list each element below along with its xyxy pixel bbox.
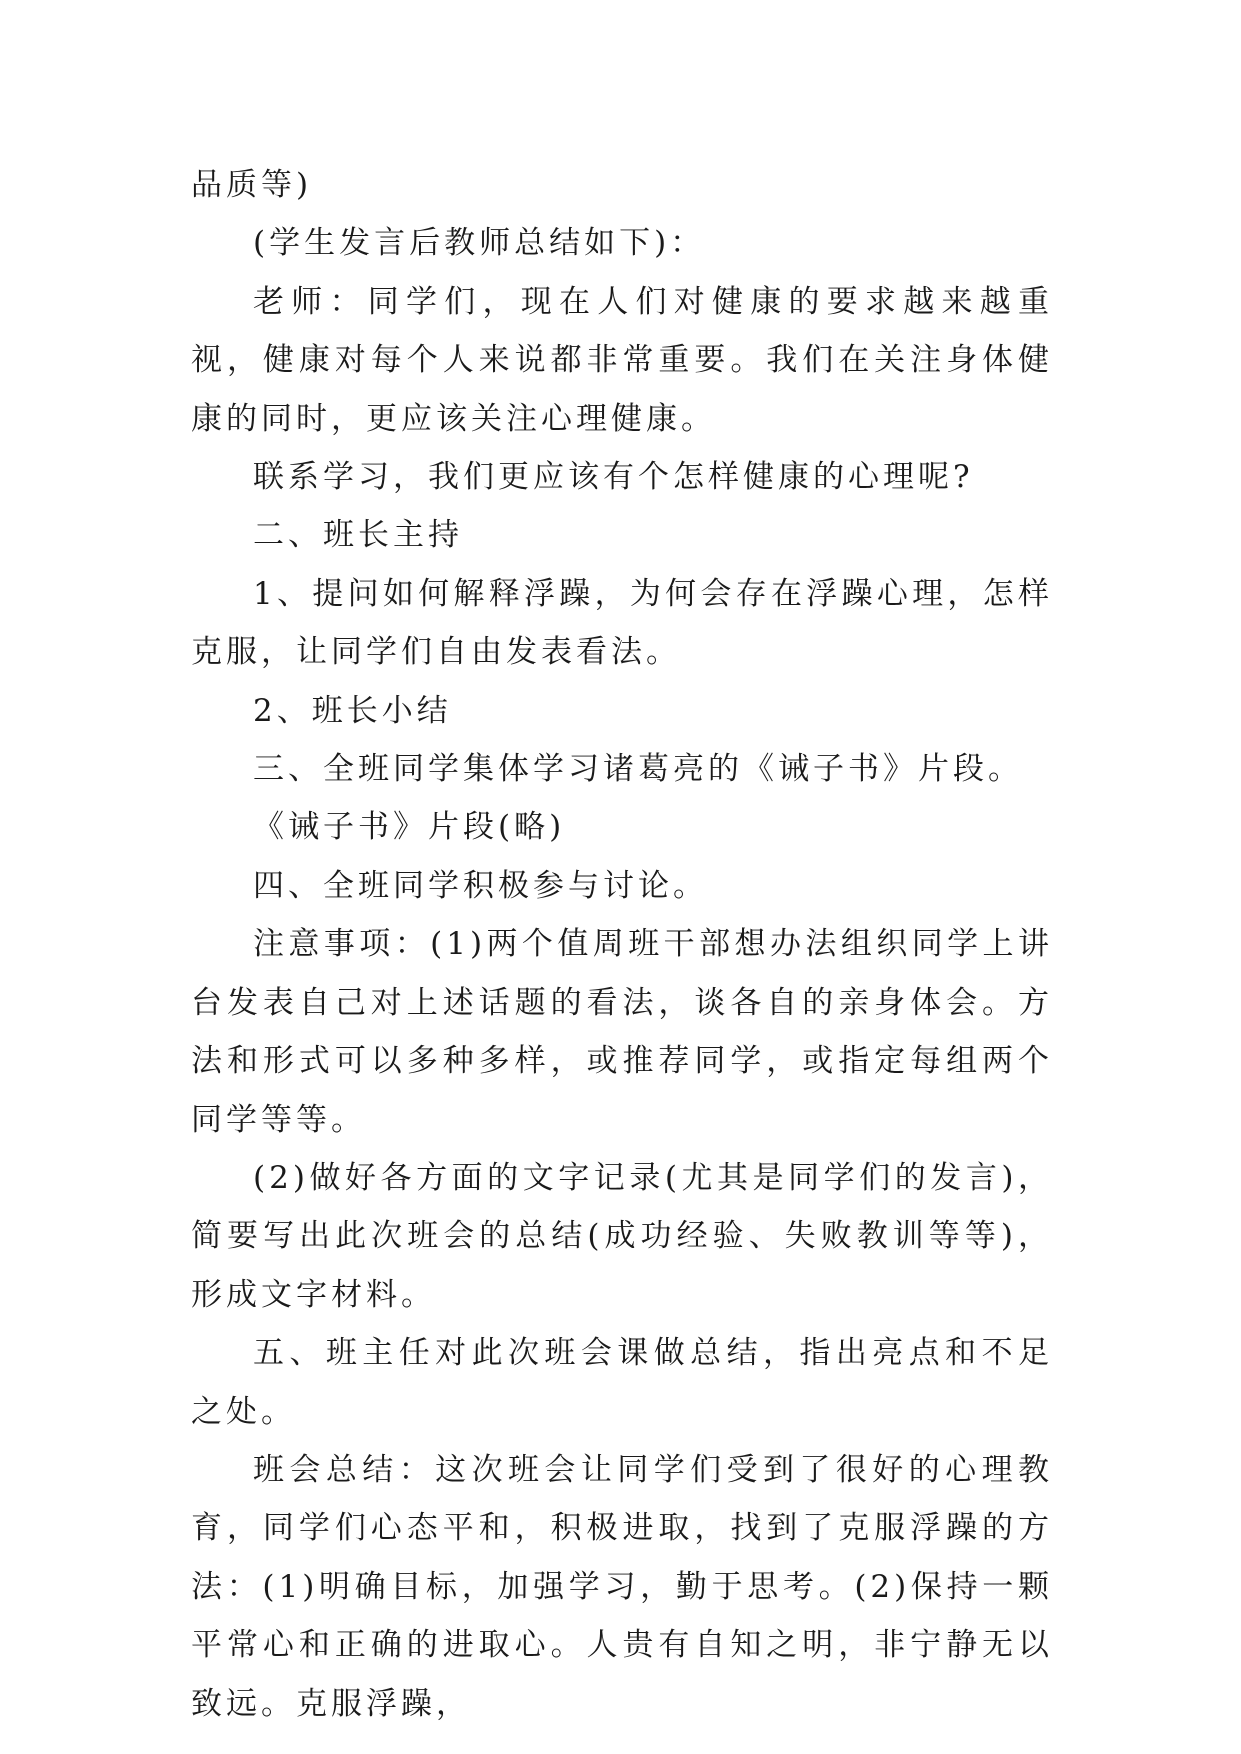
paragraph-11: 注意事项：(1)两个值周班干部想办法组织同学上讲台发表自己对上述话题的看法，谈各自的亲身体会。方法和形式可以多种多样，或推荐同学，或指定每组两个同学等等。 <box>191 926 1053 1138</box>
paragraph-6: 1、提问如何解释浮躁，为何会存在浮躁心理，怎样克服，让同学们自由发表看法。 <box>191 575 1053 671</box>
section-heading-2: 二、班长主持 <box>253 517 463 554</box>
paragraph-7: 2、班长小结 <box>253 692 452 729</box>
paragraph-4: 联系学习，我们更应该有个怎样健康的心理呢? <box>253 459 974 496</box>
paragraph-3: 老师：同学们，现在人们对健康的要求越来越重视，健康对每个人来说都非常重要。我们在关注身体健康的同时，更应该关注心理健康。 <box>191 283 1053 437</box>
section-heading-5: 五、班主任对此次班会课做总结，指出亮点和不足之处。 <box>191 1335 1053 1430</box>
paragraph-1: 品质等) <box>191 167 313 203</box>
paragraph-2: (学生发言后教师总结如下)： <box>253 225 706 262</box>
section-heading-3: 三、全班同学集体学习诸葛亮的《诫子书》片段。 <box>253 751 1023 788</box>
section-heading-4: 四、全班同学积极参与讨论。 <box>253 867 708 904</box>
document-body <box>191 156 1053 1733</box>
paragraph-12: (2)做好各方面的文字记录(尤其是同学们的发言)，简要写出此次班会的总结(成功经验、失败教训等等)，形成文字材料。 <box>191 1159 1053 1313</box>
paragraph-14: 班会总结：这次班会让同学们受到了很好的心理教育，同学们心态平和，积极进取，找到了克服浮躁的方法：(1)明确目标，加强学习，勤于思考。(2)保持一颗平常心和正确的进取心。人贵有自知之明，非宁静无以致远。克服浮躁， <box>191 1451 1053 1722</box>
paragraph-9: 《诫子书》片段(略) <box>253 809 566 846</box>
